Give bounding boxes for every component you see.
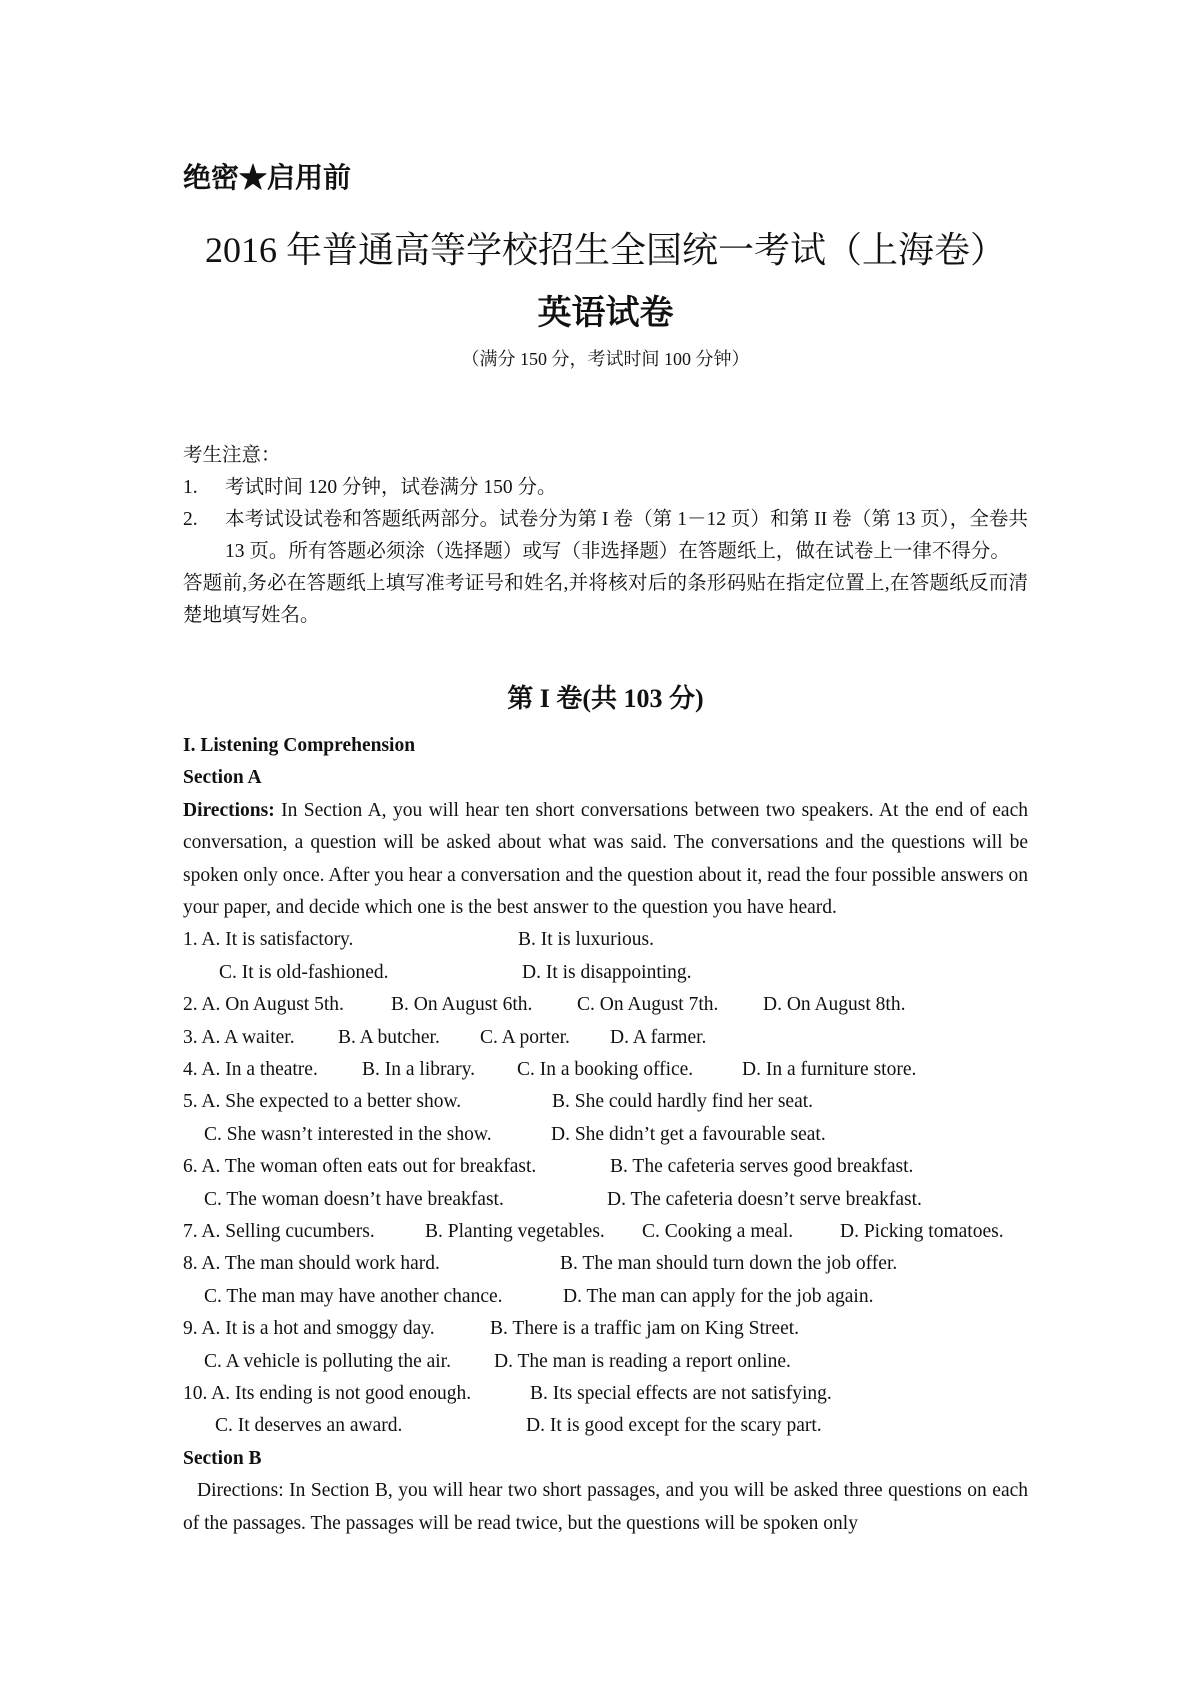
question-option: 10. A. Its ending is not good enough. bbox=[183, 1382, 472, 1404]
question-option: D. In a furniture store. bbox=[742, 1059, 917, 1080]
question-option: D. The man can apply for the job again. bbox=[563, 1285, 874, 1307]
question-option: D. Picking tomatoes. bbox=[840, 1220, 1004, 1242]
question-line bbox=[183, 1281, 1028, 1313]
notice-heading: 考生注意： bbox=[183, 445, 281, 466]
question-option: D. It is good except for the scary part. bbox=[526, 1415, 822, 1437]
question-option: 3. A. A waiter. bbox=[183, 1026, 295, 1048]
question-option: B. Planting vegetables. bbox=[425, 1220, 605, 1242]
question-line bbox=[183, 1378, 1028, 1410]
question-option: 7. A. Selling cucumbers. bbox=[183, 1220, 375, 1242]
question-option: 9. A. It is a hot and smoggy day. bbox=[183, 1318, 435, 1340]
notice-item-number: 2. bbox=[183, 509, 198, 530]
question-line bbox=[183, 1184, 1028, 1216]
section-b-heading: Section B bbox=[183, 1447, 262, 1469]
directions-label: Directions: bbox=[183, 799, 275, 821]
question-option: 6. A. The woman often eats out for breakfast. bbox=[183, 1156, 537, 1178]
question-option: D. The man is reading a report online. bbox=[494, 1350, 791, 1372]
question-option: B. In a library. bbox=[362, 1059, 475, 1080]
section-b-directions: Directions: In Section B, you will hear two short passages, and you will be asked three questions on each of the passages. The passages will be read twice, but the questions will be spoken only bbox=[183, 1480, 1028, 1534]
question-option: D. It is disappointing. bbox=[522, 961, 692, 983]
question-option: 2. A. On August 5th. bbox=[183, 994, 344, 1016]
question-option: D. The cafeteria doesn’t serve breakfast. bbox=[607, 1188, 922, 1210]
question-option: C. The man may have another chance. bbox=[204, 1285, 503, 1307]
question-line bbox=[183, 1216, 1028, 1248]
question-option: B. The man should turn down the job offer. bbox=[560, 1253, 898, 1275]
question-option: C. A porter. bbox=[480, 1026, 570, 1048]
score-note: （满分 150 分，考试时间 100 分钟） bbox=[461, 349, 750, 369]
section-a-heading: Section A bbox=[183, 767, 262, 789]
question-line bbox=[183, 989, 1028, 1021]
section-heading: I. Listening Comprehension bbox=[183, 735, 416, 756]
question-option: B. Its special effects are not satisfying. bbox=[530, 1382, 832, 1404]
question-option: B. On August 6th. bbox=[391, 994, 533, 1016]
question-line bbox=[183, 957, 1028, 989]
question-option: B. There is a traffic jam on King Street. bbox=[490, 1318, 800, 1340]
question-option: C. Cooking a meal. bbox=[642, 1220, 794, 1242]
question-line bbox=[183, 1248, 1028, 1280]
question-line bbox=[183, 1313, 1028, 1345]
notice-item bbox=[183, 504, 1028, 568]
question-line bbox=[183, 1022, 1028, 1054]
question-option: C. On August 7th. bbox=[577, 994, 719, 1016]
question-option: C. In a booking office. bbox=[517, 1059, 694, 1080]
section-a-directions bbox=[183, 795, 1028, 925]
question-option: 4. A. In a theatre. bbox=[183, 1059, 318, 1080]
notice-item-text: 本考试设试卷和答题纸两部分。试卷分为第 I 卷（第 1－12 页）和第 II 卷（第 13 页），全卷共 13 页。所有答题必须涂（选择题）或写（非选择题）在答题纸上，做在试卷上一律不得分。 bbox=[225, 509, 1028, 562]
question-option: B. A butcher. bbox=[338, 1026, 440, 1048]
question-option: C. It is old-fashioned. bbox=[219, 961, 389, 983]
question-option: C. A vehicle is polluting the air. bbox=[204, 1350, 451, 1372]
question-line bbox=[183, 1054, 1028, 1086]
confidential-label: 绝密★启用前 bbox=[183, 163, 352, 194]
question-option: B. She could hardly find her seat. bbox=[552, 1091, 814, 1113]
notice-item-text: 考试时间 120 分钟，试卷满分 150 分。 bbox=[225, 477, 557, 498]
question-line bbox=[183, 924, 1028, 956]
question-line bbox=[183, 1086, 1028, 1118]
notice-extra: 答题前,务必在答题纸上填写准考证号和姓名,并将核对后的条形码贴在指定位置上,在答题纸反而清楚地填写姓名。 bbox=[183, 573, 1028, 626]
question-line bbox=[183, 1119, 1028, 1151]
question-line bbox=[183, 1346, 1028, 1378]
question-option: D. She didn’t get a favourable seat. bbox=[551, 1123, 826, 1145]
question-option: D. On August 8th. bbox=[763, 994, 906, 1016]
question-option: 1. A. It is satisfactory. bbox=[183, 929, 354, 951]
notice-item bbox=[183, 472, 1028, 504]
exam-subtitle: 英语试卷 bbox=[537, 295, 674, 332]
directions-text: In Section A, you will hear ten short conversations between two speakers. At the end of each conversation, a question will be asked about what was said. The conversations and the questions will be spoken only once. After you hear a conversation and the question about it, read the four possible answers on your paper, and decide which one is the best answer to the question you have heard. bbox=[183, 799, 1028, 919]
question-option: B. It is luxurious. bbox=[518, 929, 654, 951]
exam-title: 2016 年普通高等学校招生全国统一考试（上海卷） bbox=[204, 230, 1006, 270]
question-option: C. It deserves an award. bbox=[215, 1415, 403, 1437]
question-line bbox=[183, 1151, 1028, 1183]
question-option: D. A farmer. bbox=[610, 1026, 707, 1048]
listening-section bbox=[183, 730, 1028, 1540]
question-option: C. The woman doesn’t have breakfast. bbox=[204, 1188, 504, 1210]
question-option: 8. A. The man should work hard. bbox=[183, 1253, 440, 1275]
part-one-title: 第 I 卷(共 103 分) bbox=[507, 684, 704, 713]
question-line bbox=[183, 1410, 1028, 1442]
question-option: B. The cafeteria serves good breakfast. bbox=[610, 1156, 914, 1178]
notice-item-number: 1. bbox=[183, 477, 198, 498]
question-option: 5. A. She expected to a better show. bbox=[183, 1091, 462, 1113]
candidate-notice bbox=[183, 440, 1028, 632]
question-option: C. She wasn’t interested in the show. bbox=[204, 1123, 492, 1145]
